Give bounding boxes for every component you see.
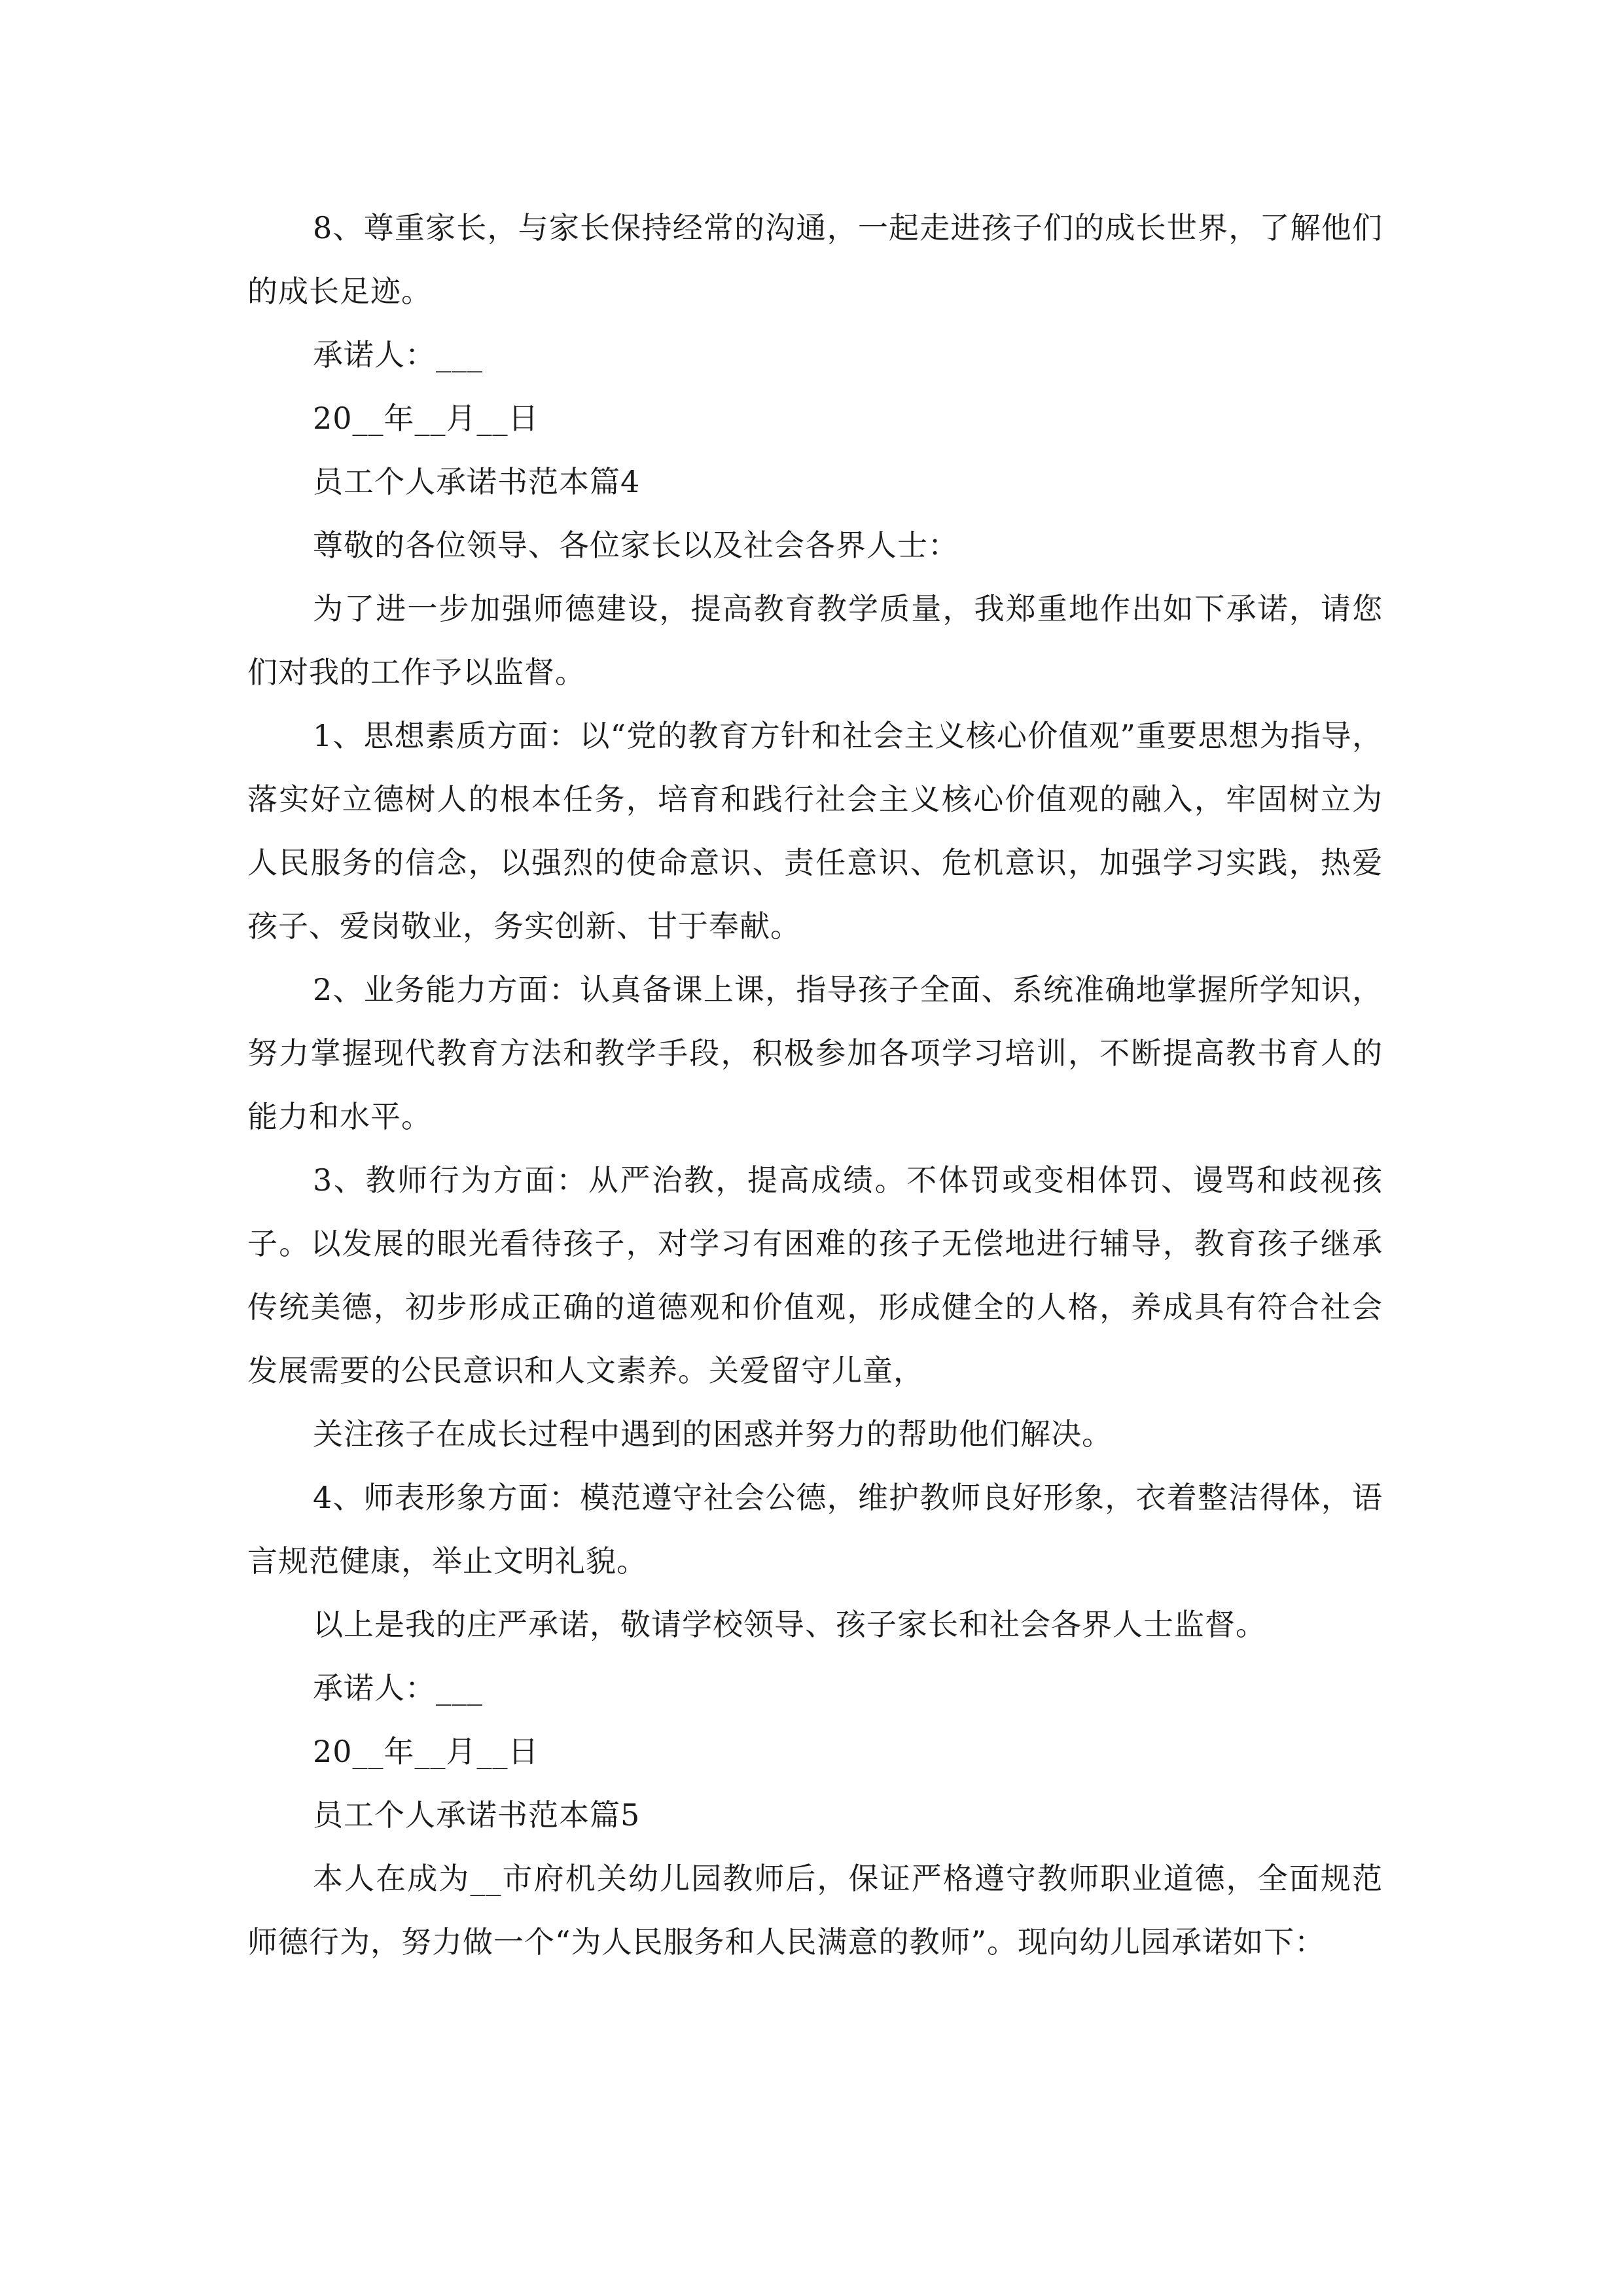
section-title-4: 员工个人承诺书范本篇4 bbox=[313, 464, 641, 499]
date-line: 20__年__月__日 bbox=[313, 1734, 539, 1769]
section-5-intro: 本人在成为__市府机关幼儿园教师后，保证严格遵守教师职业道德，全面规范师德行为，努力做一个“为人民服务和人民满意的教师”。现向幼儿园承诺如下： bbox=[247, 1861, 1383, 1960]
intro-paragraph: 为了进一步加强师德建设，提高教育教学质量，我郑重地作出如下承诺，请您们对我的工作予以监督。 bbox=[247, 591, 1383, 690]
paragraph-item-8: 8、尊重家长，与家长保持经常的沟通，一起走进孩子们的成长世界，了解他们的成长足迹。 bbox=[247, 210, 1383, 309]
closing-paragraph: 以上是我的庄严承诺，敬请学校领导、孩子家长和社会各界人士监督。 bbox=[313, 1607, 1266, 1642]
section-title-5: 员工个人承诺书范本篇5 bbox=[313, 1797, 641, 1833]
paragraph-item-2: 2、业务能力方面：认真备课上课，指导孩子全面、系统准确地掌握所学知识，努力掌握现代教育方法和教学手段，积极参加各项学习培训，不断提高教书育人的能力和水平。 bbox=[247, 972, 1383, 1134]
signatory-line: 承诺人：___ bbox=[313, 1670, 483, 1706]
signatory-line: 承诺人：___ bbox=[313, 337, 483, 372]
date-line: 20__年__月__日 bbox=[313, 401, 539, 436]
paragraph-item-4: 4、师表形象方面：模范遵守社会公德，维护教师良好形象，衣着整洁得体，语言规范健康，举止文明礼貌。 bbox=[247, 1480, 1383, 1579]
paragraph-item-1: 1、思想素质方面：以“党的教育方针和社会主义核心价值观”重要思想为指导，落实好立德树人的根本任务，培育和践行社会主义核心价值观的融入，牢固树立为人民服务的信念，以强烈的使命意识、责任意识、危机意识，加强学习实践，热爱孩子、爱岗敬业，务实创新、甘于奉献。 bbox=[247, 718, 1383, 944]
document-body bbox=[247, 196, 1383, 1974]
salutation: 尊敬的各位领导、各位家长以及社会各界人士： bbox=[313, 528, 959, 563]
paragraph-item-3-continued: 关注孩子在成长过程中遇到的困惑并努力的帮助他们解决。 bbox=[313, 1416, 1113, 1452]
paragraph-item-3: 3、教师行为方面：从严治教，提高成绩。不体罚或变相体罚、谩骂和歧视孩子。以发展的眼光看待孩子，对学习有困难的孩子无偿地进行辅导，教育孩子继承传统美德，初步形成正确的道德观和价值观，形成健全的人格，养成具有符合社会发展需要的公民意识和人文素养。关爱留守儿童， bbox=[247, 1162, 1383, 1388]
